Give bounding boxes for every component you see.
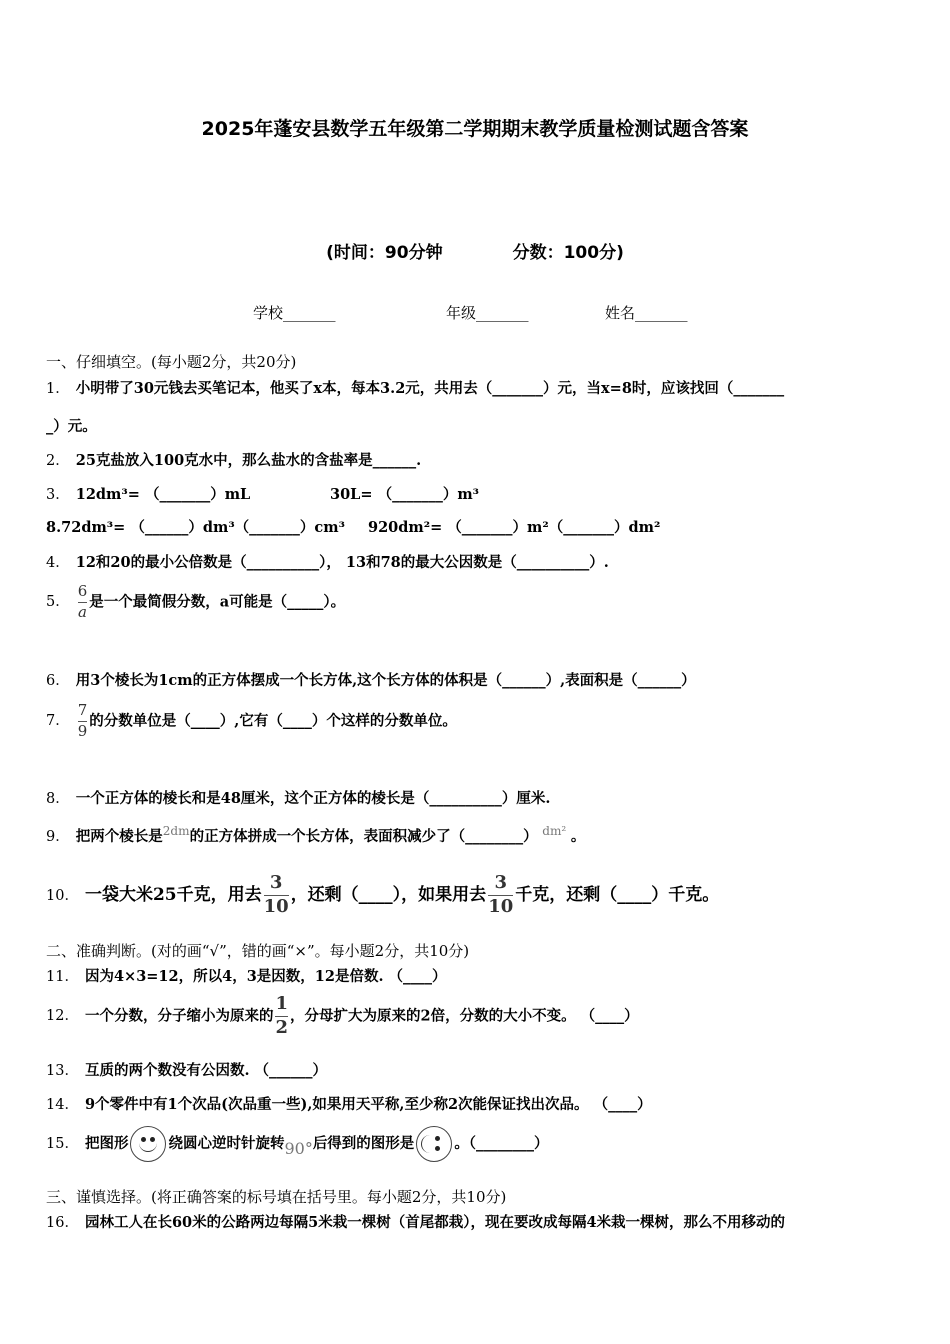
- question-3-part-d: 920dm²= （_______）m²（_______）dm²: [368, 519, 661, 536]
- question-2: 2． 25克盐放入100克水中，那么盐水的含盐率是______.: [46, 452, 422, 469]
- question-3: 3． 12dm³= （_______）mL: [46, 486, 251, 503]
- question-14: 14． 9个零件中有1个次品(次品重一些),如果用天平称,至少称2次能保证找出次品。 （____）: [46, 1096, 652, 1113]
- question-3-part-b: 30L= （_______）m³: [330, 486, 480, 503]
- section-heading-3: 三、谨慎选择。(将正确答案的标号填在括号里。每小题2分，共10分): [46, 1188, 507, 1206]
- question-16: 16． 园林工人在长60米的公路两边每隔5米栽一棵树（首尾都栽），现在要改成每隔4米栽一棵树，那么不用移动的: [46, 1214, 786, 1231]
- section-heading-2: 二、准确判断。(对的画“√”，错的画“×”。每小题2分，共10分): [46, 942, 470, 960]
- name-field: 姓名_______: [605, 304, 688, 322]
- question-15: 15． 把图形 绕圆心逆时针旋转90°后得到的图形是 。（________）: [46, 1126, 549, 1162]
- question-1: 1． 小明带了30元钱去买笔记本，他买了x本，每本3.2元，共用去（_______）元，当x=8时，应该找回（_______: [46, 380, 785, 397]
- time-info: (时间：90分钟: [326, 243, 443, 263]
- fraction-6-a: $\frac{6}{a}$: [77, 582, 88, 621]
- exam-info: [0, 238, 950, 263]
- section-heading-1: 一、仔细填空。(每小题2分，共20分): [46, 353, 297, 371]
- fraction-3-10-b: $\frac{3}{10}$: [488, 872, 514, 917]
- question-3-part-c: 8.72dm³= （______）dm³（_______）cm³: [46, 519, 345, 536]
- question-8: 8． 一个正方体的棱长和是48厘米，这个正方体的棱长是（__________）厘米.: [46, 790, 551, 807]
- question-9: 9． 把两个棱长是$^{2dm}$的正方体拼成一个长方体，表面积减少了（________） $^{dm^2}$ 。: [46, 824, 586, 845]
- question-4: 4． 12和20的最小公倍数是（__________）， 13和78的最大公因数是（__________）.: [46, 554, 609, 571]
- question-1-cont: _）元。: [46, 418, 97, 435]
- smiley-face-icon: [130, 1126, 166, 1162]
- question-11: 11． 因为4×3=12，所以4，3是因数，12是倍数. （____）: [46, 968, 447, 985]
- question-7: 7． $\frac{7}{9}$ 的分数单位是（____）,它有（____）个这样的分数单位。: [46, 701, 457, 740]
- question-12: 12． 一个分数，分子缩小为原来的 $\frac{1}{2}$ ，分母扩大为原来的2倍，分数的大小不变。 （____）: [46, 993, 639, 1038]
- rotated-smiley-face-icon: [416, 1126, 452, 1162]
- page-title: 2025年蓬安县数学五年级第二学期期末教学质量检测试题含答案: [201, 118, 749, 140]
- school-field: 学校_______: [253, 304, 336, 322]
- question-5: 5． $\frac{6}{a}$ 是一个最简假分数，a可能是（_____）。: [46, 582, 346, 621]
- fraction-7-9: $\frac{7}{9}$: [77, 701, 88, 740]
- question-13: 13． 互质的两个数没有公因数. （______）: [46, 1062, 328, 1079]
- question-6: 6． 用3个棱长为1cm的正方体摆成一个长方体,这个长方体的体积是（______）,表面积是（______）: [46, 672, 696, 689]
- question-10: 10． 一袋大米25千克，用去 $\frac{3}{10}$ ，还剩（____），如果用去 $\frac{3}{10}$ 千克，还剩（____）千克。: [46, 872, 720, 917]
- grade-field: 年级_______: [446, 304, 529, 322]
- fraction-3-10: $\frac{3}{10}$: [263, 872, 289, 917]
- score-info: 分数：100分): [512, 243, 624, 263]
- fraction-1-2: $\frac{1}{2}$: [275, 993, 288, 1038]
